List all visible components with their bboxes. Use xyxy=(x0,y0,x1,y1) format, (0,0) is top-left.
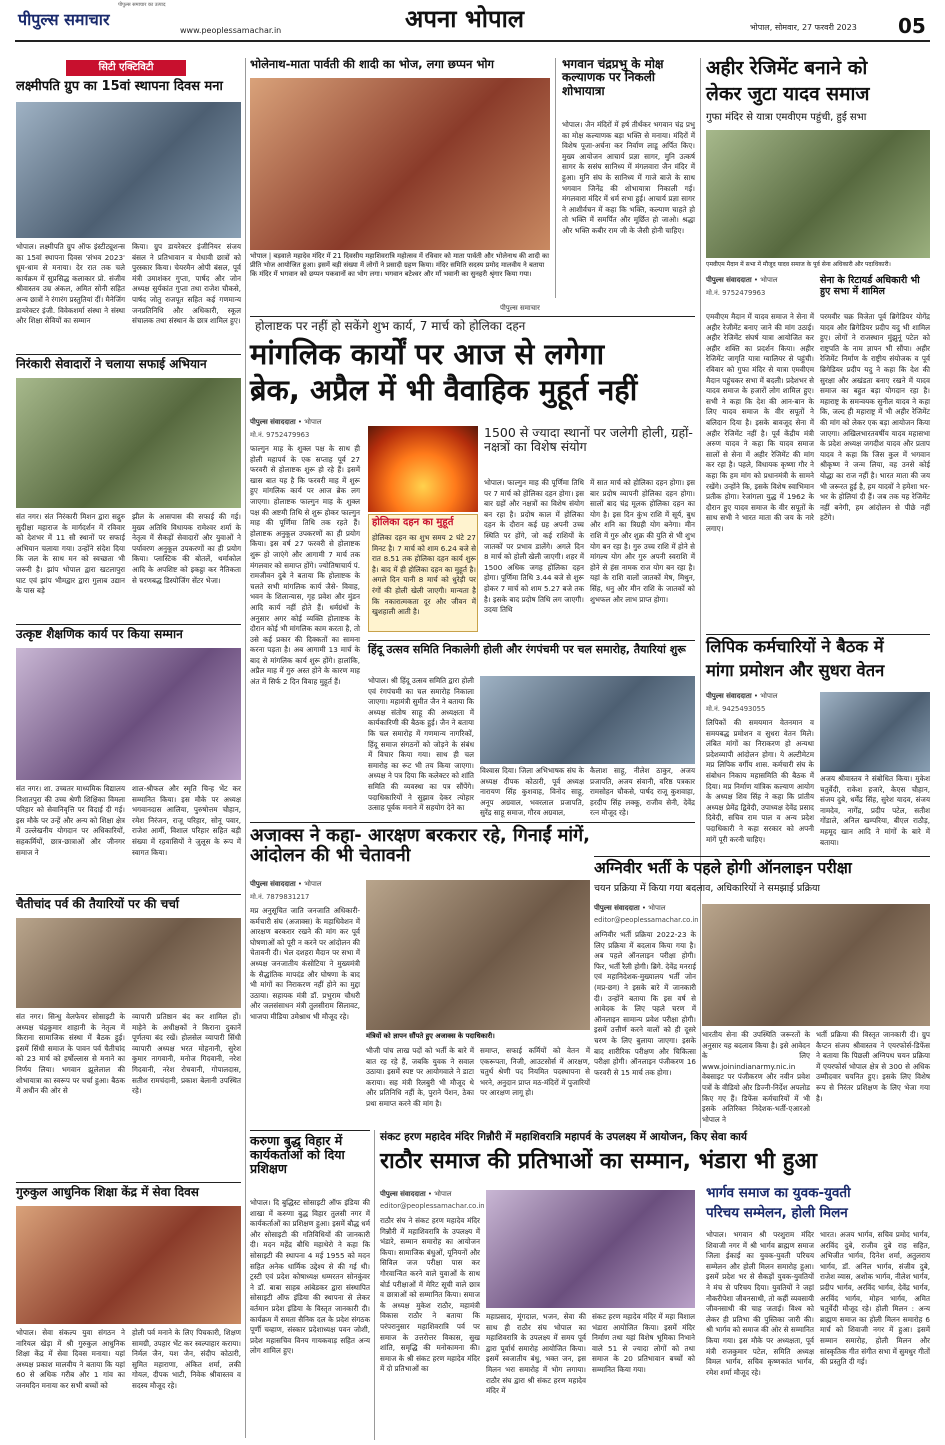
lipik-top-rule xyxy=(706,634,930,635)
hindu-col3: कैलाश साहू, नीलेश ठाकुर, अजय प्रजापति, अजय संवानी, वरिष्ठ पत्रकार रामसोहन चौकसे, पार्षद राजू कुशवाहा, हरदीप सिंह लक्कू, राजीव सेनी, देवेंद्र रत्न मौजूद रहे। xyxy=(590,766,695,818)
site-url[interactable]: www.peoplessamachar.in xyxy=(180,26,282,35)
section-title-text: अपना भोपाल xyxy=(405,5,525,33)
main-col1: फाल्गुन माह के शुक्ल पक्ष के साथ ही होली महापर्व के एक सप्ताह पूर्व 27 फरवरी से होलाष्टक शुरू हो रहे हैं। इसमें खास बात यह है कि फरवरी माह में शुरू हुए मांगलिक कार्य पर आज ब्रेक लग जाएगा। होलाष्टक फाल्गुन माह के शुक्ल पक्ष की अष्टमी तिथि से शुरू होकर फाल्गुन माह की पूर्णिमा तिथि तक रहते हैं। होलाष्टक अनुकूल उपकरणों का ही प्रयोग किया। इस वर्ष 27 फरवरी से होलाष्टक शुरू हो जाएंगे और आगामी 7 मार्च तक मंगलवार को समाप्त होंगे। ज्योतिषाचार्य पं. रामजीवन दुबे ने बताया कि होलाष्टक के चलते सभी मांगलिक कार्य जैसे- विवाह, भवन के शिलान्यास, गृह प्रवेश और मुंडन आदि कार्य नहीं होते हैं। धर्मग्रंथों के अनुसार अगर कोई व्यक्ति होलाष्टक के दौरान कोई भी मांगलिक काम करता है, तो उसे कई प्रकार की दिक्कतों का सामना करना पड़ता है। अब आगामी 13 मार्च के बाद से मांगलिक कार्य शुरू होंगे। हालांकि, अप्रैल माह में गुरु अस्त होने के कारण माह अंत में सिर्फ 2 दिन विवाह मुहूर्त हैं। xyxy=(250,444,360,687)
holika-illustration xyxy=(368,426,478,512)
karuna-text: भोपाल। दि बुद्धिस्ट सोसाइटी ऑफ इंडिया की शाखा में करुणा बुद्ध विहार तुलसी नगर में कार्यकर्ताओं का प्रशिक्षण हुआ। इसमें बौद्ध धर्म और सोसाइटी की गतिविधियों की जानकारी दी। मदन महेंद्र बौधि महाथेरो ने कहा कि सोसाइटी की स्थापना 4 मई 1955 को मदन सहित अनेक धार्मिक उद्देश्य से की गई थी। ट्रस्टी एवं प्रदेश कोषाध्यक्ष धम्मरतन सोनकुंवर ने डॉ. बाबा साहब आंबेडकर द्वारा संस्थापित सोसाइटी ऑफ इंडिया की स्थापना से लेकर वर्तमान प्रदेश इंडिया के विस्तृत जानकारी दी। कार्यक्रम में समता सैनिक दल के प्रदेश संगठक पूर्णी चव्हाण, संस्कार प्रदेशाध्यक्ष पवन जोशी, प्रदेश महासचिव विनय गायकवाड़ सहित अन्य लोग शामिल हुए। xyxy=(250,1198,370,1356)
ajax-col2: भीजी पांच लाख पदों को भर्ती के बारे में बात रह रहे हैं, जबकि युवक ने सवाल उठाया। इसमें स्पष्ट पर आयोगवाले ने डाटा कराया। सह मंत्री रिलबुरी भी मौजूद थे और प्रतिनिधि नहीं के, पुराने पेंशन, ठेका प्रथा समाप्त करने की मांग है। xyxy=(366,1046,474,1108)
s3-headline: उत्कृष्ट शैक्षणिक कार्य पर किया सम्मान xyxy=(16,627,183,641)
s1-headline: लक्ष्मीपति ग्रुप का 15वां स्थापना दिवस मना xyxy=(16,79,223,94)
main-byline: पीपुल्स संवाददाता • भोपाल xyxy=(250,418,322,426)
ahir-photo xyxy=(706,130,930,258)
bhargav-col2: भारत। अजय भार्गव, सचिव प्रमोद भार्गव, अरविंद दुबे, राजीव दुबे राह सहित, अभिजीत भार्गव, दिनेश शर्मा, अतुलराय भार्गव, डॉ. अनिल भार्गव, संजीव दुबे, राजेश व्यास, अशोक भार्गव, नीलेश भार्गव, प्रदीप भार्गव, अरविंद भार्गव, देवेंद्र भार्गव, अरविंद भार्गव, मोहन भार्गव, अमित चतुर्वेदी मौजूद रहे। होली मिलन : अन्य ब्राह्मण समाज का होली मिलन समारोह 6 मार्च को शिवाजी नगर में हुआ। इसमें सम्मान समारोह, होली मिलन और सांस्कृतिक गीत संगीत सभा में सुमधुर गीतों की प्रस्तुति दी गई। xyxy=(820,1230,930,1367)
rathore-kicker: संकट हरण महादेव मंदिर गिन्नौरी में महाशिवरात्रि महापर्व के उपलक्ष्य में आयोजन, किए सेवा कार्य xyxy=(380,1131,747,1143)
s4-col1: संत नगर। सिन्धु वेलफेयर सोसाइटी के अध्यक्ष चंद्रकुमार शाहानी के नेतृत्व में किराना सामाजिक संस्था में बैठक हुई। इसमें सिंधी समाज के पावन पर्व चैतीचांद को 23 मार्च को हर्षोल्लास से मनाने का निर्णय लिया। भगवान झूलेलाल की शोभायात्रा का स्वरूप पर चर्चा हुआ। बैठक में अधीन की ओर से xyxy=(16,1012,125,1096)
shiv-parvati-photo xyxy=(250,78,550,250)
karuna-top-rule xyxy=(250,1130,370,1131)
hindu-col1: भोपाल। श्री हिंदू उत्सव समिति द्वारा होली एवं रंगपंचमी का चल समारोह निकाला जाएगा। महामंत्री सुमीत जैन ने बताया कि अध्यक्ष संतोष साहू की अध्यक्षता में कार्यकारिणी की बैठक हुई। जैन ने बताया कि चल समारोह में गणमान्य नागरिकों, हिंदू समाज संगठनों को जोड़ने के संबंध में विचार किया गया। साथ ही चल समारोह का रूट भी तय किया जाएगा। अध्यक्ष ने पत्र दिया कि कलेक्टर को शांति समिति की व्यवस्था का पत्र सौंपेंगे। पदाधिकारियों ने सुझाव देकर त्योहार उत्साह पूर्वक मनाने में सहयोग देने का xyxy=(368,676,474,813)
main-mobile: मो.नं. 9752479963 xyxy=(250,431,310,439)
lipik-mobile: मो.नं. 9425493055 xyxy=(706,705,766,713)
masthead-rule xyxy=(15,40,930,42)
rathore-col3: संकट हरण महादेव मंदिर में महा विशाल भंडारा आयोजित किया। इसमें मंदिर निर्माण तथा यहां विशेष भूमिका निभाने वाले 51 से ज्यादा लोगों को तथा समाज के 20 प्रतिभावान बच्चों को सम्मानित किया गया। xyxy=(592,1312,695,1374)
brand-logo xyxy=(18,8,198,28)
s2-rule xyxy=(16,624,241,625)
rathore-headline: राठौर समाज की प्रतिभाओं का सम्मान, भंडारा भी हुआ xyxy=(380,1149,817,1174)
ahir-col2: परमवीर चक्र विजेता पूर्व ब्रिगेडियर योगेंद्र यादव और ब्रिगेडियर प्रदीप यदु भी शामिल हुए। लोगों ने राजस्थान मुंझुनूं पटेल को राष्ट्रपति के नाम ज्ञापन भी सौंपा। अहीर रेजिमेंट निर्माण के राष्ट्रीय संयोजक व पूर्व ब्रिगेडियर प्रदीप यदु ने कहा कि देश की सुरक्षा और अखंडता बनाए रखने में यादव समाज का बहुत बड़ा योगदान रहा है। महाराष्ट्र के समन्वयक सुनील यादव ने कहा कि, जल्द ही महाराष्ट्र में भी अहीर रेजिमेंट की मांग को लेकर एक बड़ा आयोजन किया जाएगा। अखिलभारतवर्षीय यादव महासभा के प्रदेश अध्यक्ष जगदीश यादव और प्रताप यादव ने कहा कि जिस कुल में भगवान श्रीकृष्ण ने जन्म लिया, वह उनसे कोई योद्धा का राज नहीं है। भारत माता की जय भी जरूरत हुई है, हम यादवों ने हमेशा भर-भर के होलियां दी हैं। जब तक यह रेजिमेंट नहीं बनेगी, हम आंदोलन से पीछे नहीं हटेंगे। xyxy=(820,312,930,523)
shiv-parvati-caption: भोपाल | बड़वाले महादेव मंदिर में 21 दिवसीय महाशिवरात्रि महोत्सव में रविवार को माता पार्वती और भोलेनाथ की शादी का प्रीति भोज आयोजित हुआ। इसमें बड़ी संख्या में लोगों ने प्रसादी ग्रहण किया। मंदिर समिति सदस्य प्रमोद मालवीय ने बताया कि मंदिर में भगवान को छप्पन पकवानों का भोग लगा। भगवान बटेश्वर और माँ भवानी का सुनहरी श्रृंगार किया गया। xyxy=(250,252,550,288)
ahir-headline-line1: अहीर रेजिमेंट बनाने को xyxy=(706,57,868,79)
jain-headline: भगवान चंद्रप्रभु के मोक्ष कल्याणक पर निकली शोभायात्रा xyxy=(562,57,664,98)
rathore-email[interactable]: editor@peoplessamachar.co.in xyxy=(380,1202,485,1210)
s5-headline: गुरुकुल आधुनिक शिक्षा केंद्र में सेवा दिवस xyxy=(16,1185,199,1199)
lipik-headline-line1: लिपिक कर्मचारियों ने बैठक में xyxy=(706,637,884,656)
left-column xyxy=(16,58,241,1440)
rathore-byline-label: पीपुल्स संवाददाता xyxy=(380,1190,426,1198)
main-col3: भोपाल। फाल्गुन माह की पूर्णिमा तिथि पर 7 मार्च को होलिका दहन होगा। इस बार ग्रहों और नक्षत्रों का विशेष संयोग बन रहा है। प्रदोष काल में होलिका दहन के दौरान कई ग्रह अपनी उच्च स्थिति पर होंगे, जो कई राशियों के जातकों पर प्रभाव डालेंगे। अगले दिन 8 मार्च को होली खेली जाएगी। शहर में 1500 अधिक जगह होलिका दहन होगा। पूर्णिमा तिथि 3.44 बजे से शुरू होकर 7 मार्च को शाम 5.27 बजे तक है। इसके बाद प्रदोष तिथि लग जाएगी। उदया तिथि xyxy=(484,478,584,615)
ahir-byline-label: पीपुल्स संवाददाता xyxy=(706,276,752,284)
bhargav-story xyxy=(706,1186,930,1440)
ajax-top-rule xyxy=(250,822,695,823)
ahir-byline: पीपुल्स संवाददाता • भोपाल xyxy=(706,276,778,284)
ajax-photo xyxy=(366,880,590,1030)
agniveer-photo xyxy=(702,904,930,1026)
s3-rule xyxy=(16,894,241,895)
lipik-byline-label: पीपुल्स संवाददाता xyxy=(706,692,752,700)
ajax-byline-label: पीपुल्स संवाददाता xyxy=(250,880,296,888)
s2-col2: झील के आसपास की सफाई की गई। मुख्य अतिथि विधायक रामेश्वर शर्मा के नेतृत्व में सैकड़ों सेवादारों और युवाओं ने पर्यावरण अनुकूल उपकरणों का ही प्रयोग किया। प्लास्टिक की बोतलें, थर्माकोल आदि के अपशिष्ट को इकट्ठा कर नैतिकता से चरणबद्ध डिस्पोजिंग सेंटर भेजा। xyxy=(132,512,241,585)
rathore-byline: पीपुल्स संवाददाता • भोपाल xyxy=(380,1190,452,1198)
main-headline-line1: मांगलिक कार्यों पर आज से लगेगा xyxy=(250,337,605,371)
agniveer-sub: चयन प्रक्रिया में किया गया बदलाव, अधिकारियों ने समझाई प्रक्रिया xyxy=(594,883,820,894)
lipik-byline: पीपुल्स संवाददाता • भोपाल xyxy=(706,692,778,700)
jain-text: भोपाल। जैन मंदिरों में हर्ष तीर्थंकर भगवान चंद्र प्रभु का मोक्ष कल्याणक बड़ा भक्ति से मनाया। मंदिरों में विशेष पूजा-अर्चना कर निर्वाण लाडू अर्पित किए। मुख्य आयोजन आचार्य प्रज्ञा सागर, मुनि उत्कर्ष सागर के ससंघ सानिध्य में मंगलवारा जैन मंदिर में हुआ। मुनि संघ के सानिध्य में गाजे बाजे के साथ भगवान जिनेंद्र की शोभायात्रा निकाली गई। मंगलवारा मंदिर में धर्म सभा हुई। आचार्य प्रज्ञा सागर ने आशीर्वचन में कहा कि भक्ति, कल्याण चाहते हो तो भक्ति में समर्पित और मूर्छित हो जाओ। श्रद्धा और भक्ति कबीर राम जी के जैसी होनी चाहिए। xyxy=(562,120,695,235)
lipik-photo xyxy=(820,692,930,772)
s1-col2: किया। ग्रुप डायरेक्टर इंजीनियर संजय बंसल ने प्रतिभावान व मेधावी छात्रों को पुरस्कार किया। चेयरमैन ओपी बंसल, पूर्व मंत्री उमाशंकर गुप्ता, पार्षद और जोन अध्यक्ष सुर्यकांत गुप्ता तथा राजेश चौकसे, पार्षद जोतु राजपूत सहित कई गणमान्य जनप्रतिनिधि और अधिकारी, स्कूल संचालक तथा संस्थान के छात्र शामिल हुए। xyxy=(132,242,241,326)
s4-rule xyxy=(16,1182,241,1183)
s2-headline: निरंकारी सेवादारों ने चलाया सफाई अभियान xyxy=(16,357,207,371)
main-byline-city: भोपाल xyxy=(304,418,322,426)
s3-photo xyxy=(16,648,241,780)
ajax-col1: मप्र अनुसूचित जाति जनजाति अधिकारी-कर्मचारी संघ (अजाक्स) के महाधिवेशन में आरक्षण बरकरार रखने की मांग कर पूर्व घोषणाओं को पूरी न करने पर आंदोलन की चेतावनी दी। भेल दशहरा मैदान पर सभा में अध्यक्ष जनजातीय कंसोटिया ने मुख्यमंत्री के सैद्धांतिक मापदंड और घोषणा के बाद भी मांगों का निराकरण नहीं होने का मुद्दा उठाया। सहायक मंत्री डॉ. प्रभुराम चौधरी और जलसंसाधन मंत्री तुलसीराम सिलावट, भाजपा मीडिया उमेश्नाथ भी मौजूद रहे। xyxy=(250,906,360,1021)
masthead xyxy=(0,0,945,46)
bhargav-col1: भोपाल। भगवान श्री परशुराम मंदिर शिवाजी नगर में श्री भार्गव ब्राह्मण समाज जिला ईकाई का युवक-युवती परिचय सम्मेलन और होली मिलन समारोह हुआ। इसमें प्रदेश भर से सैकड़ों युवक-युवतियों ने मंच से परिचय दिया। युवतियों ने जहां नौकरीपेशा जीवनसाथी, तो कहीं व्यवसायी जीवनसाथी की चाह जताई। विश्व को लेकर ही प्रतिभा की पुस्तिका जारी की। श्री भार्गव को समाज की ओर से सम्मानित किया गया। इस मौके पर अध्यक्षता, पूर्व मंत्री राजकुमार पटेल, समिति अध्यक्ष विमल भार्गव, सचिव कृष्णकांत भार्गव, रमेश शर्मा मौजूद रहे। xyxy=(706,1230,814,1377)
hindu-headline: हिंदू उत्सव समिति निकालेगी होली और रंगपंचमी पर चल समारोह, तैयारियां शुरू xyxy=(368,643,686,656)
agniveer-email[interactable]: editor@peoplessamachar.co.in xyxy=(594,916,699,924)
s5-col2: होली पर्व मनाने के लिए पिचकारी, शिक्षण सामग्री, उपहार भेंट कर स्वल्पाहार कराया। निर्मल जैन, यश जैन, संदीप कोठारी, सुमित महाराणा, अंकित शर्मा, लकी गोयल, दीपक भाटी, निवेक श्रीवास्तव व सदस्य मौजूद रहे। xyxy=(132,1328,241,1390)
lipik-col2: अजय श्रीवास्तव ने संबोधित किया। मुकेश चतुर्वेदी, राकेश हजारे, केएस चौहान, संजय दुबे, धर्मेंद्र सिंह, सुरेश यादव, संजय नामदेव, नागेंद्र, प्रदीप पटेल, सतीश गोंडाले, अनिल खम्परिया, बीएल राठौड़, महमूद खान आदि ने मांगों के बारे में बताया। xyxy=(820,774,930,847)
ahir-headline-line2: लेकर जुटा यादव समाज xyxy=(706,83,870,105)
agniveer-headline: अग्निवीर भर्ती के पहले होगी ऑनलाइन परीक्षा xyxy=(594,859,852,877)
col-divider-left xyxy=(245,58,246,1438)
ajax-caption: मंत्रियों को ज्ञापन सौंपते हुए अजाक्स के पदाधिकारी। xyxy=(366,1032,590,1042)
rathore-col2: महाप्रसाद, मूंगदाल, भजन, सेवा की साथ ही राठौर संघ भोपाल का महाशिवरात्रि के उपलक्ष्य में समय पूर्व द्वारा पूर्वार्ध समारोह आयोजित किया। इसमें स्वजातीय बंधु, भक्त जन, इस मिलन भरा समारोह में भोग लगाया। राठौर संघ द्वारा श्री संकट हरण महादेव मंदिर में xyxy=(486,1312,586,1396)
s1-photo xyxy=(16,102,241,238)
s4-photo xyxy=(16,918,241,1008)
hindu-col2: विश्वास दिया। जिला अभिभाषक संघ के अध्यक्ष दीपक कोठारी, पूर्व अध्यक्ष नारायण सिंह कुशवाह, विनोद साहू, अनूप अग्रवाल, भवरलाल प्रजापति, सुरेंद्र साहू समाज, गौरव अग्रवाल, xyxy=(480,766,584,818)
main-top-rule xyxy=(250,316,695,317)
hindu-photo xyxy=(480,676,695,764)
ajax-byline: पीपुल्स संवाददाता • भोपाल xyxy=(250,880,322,888)
ahir-byline-city: भोपाल xyxy=(760,276,778,284)
brand-tagline: पीपुल्स समाचार का उत्पाद xyxy=(118,2,166,8)
s4-headline: चैतीचांद पर्व की तैयारियों पर की चर्चा xyxy=(16,897,179,911)
ajax-col3: समाप्त, सफाई कर्मियों को वेतन में एकरूपता, निजी, आउटसोर्स में आरक्षण, चतुर्थ श्रेणी पद नियमित पदस्थापना से भरने, अनुदान प्राप्त मठ-मंदिरों में पुजारियों पर आरक्षण लागू हो। xyxy=(480,1046,590,1098)
dateline: भोपाल, सोमवार, 27 फरवरी 2023 xyxy=(750,23,857,32)
lipik-headline-line2: मांगा प्रमोशन और सुधरा वेतन xyxy=(706,661,885,680)
s5-photo xyxy=(16,1206,241,1324)
main-sub-headline: 1500 से ज्यादा स्थानों पर जलेगी होली, ग्रहों-नक्षत्रों का विशेष संयोग xyxy=(484,425,693,454)
shiv-parvati-headline: भोलेनाथ-माता पार्वती की शादी का भोज, लगा छप्पन भोग xyxy=(250,57,494,71)
agniveer-top-rule xyxy=(594,856,930,857)
rathore-col1: राठौर संघ ने संकट हरण महादेव मंदिर गिन्नौरी में महाशिवरात्रि के उपलक्ष्य में भंडारे, सम्मान समारोह का आयोजन किया। सामाजिक बंधुओं, यूनियनों और सिविल जज परीक्षा पास कर गौरवान्वित करने वाले युवाओं के साथ बोर्ड परीक्षाओं में मेरिट सूची वाले छात्र व छात्राओं को सम्मानित किया। समाज के अध्यक्ष मुकेश राठौर, महामंत्री विकास राठौर ने बताया कि परंपरानुसार महाशिवरात्रि पर्व पर समाज के उत्तरोत्तर विकास, सुख शांति, समृद्धि की मनोकामना की। समाज के श्री संकट हरण महादेव मंदिर में दो प्रतिभाओं का xyxy=(380,1216,480,1374)
rathore-byline-city: भोपाल xyxy=(434,1190,452,1198)
brand-name: पीपुल्स समाचार xyxy=(18,10,110,29)
lipik-col1: लिपिकों की समयमान वेतनमान व समयबद्ध प्रमोशन व सुधरा वेतन मिले। लंबित मांगों का निराकरण हो अन्यथा प्रदेशव्यापी आंदोलन होगा। ये अल्टीमेटम मप्र लिपिक वर्गीय शास. कर्मचारी संघ के संबोधन निकाय महासमिति की बैठक में दिया। मप्र निर्माण यांत्रिक कल्याण आयोग के अध्यक्ष शिव सिंह ने कहा कि प्रांतीय अध्यक्ष प्रेमेंद्र द्विवेदी, उपाध्यक्ष देवेंद्र प्रसाद दिवेदी, सचिव राम पाल व अन्य प्रदेश पदाधिकारी ने कहा सरकार को अपनी मांगें पूरी करनी चाहिए। xyxy=(706,718,814,844)
ahir-caption: एमवीएम मैदान में सभा में मौजूद यादव समाज के पूर्व सेना अधिकारी और पदाधिकारी। xyxy=(706,260,930,270)
holika-box xyxy=(368,514,478,632)
page-number: 05 xyxy=(898,14,926,38)
ahir-col2-title: सेना के रिटायर्ड अधिकारी भी हुए सभा में शामिल xyxy=(820,275,920,297)
holika-box-title: होलिका दहन का मुहूर्त xyxy=(372,517,454,528)
agniveer-col1: अग्निवीर भर्ती प्रक्रिया 2022-23 के लिए प्रक्रिया में बदलाव किया गया है। अब पहले ऑनलाइन परीक्षा होगी। फिर, भर्ती रैली होगी। ब्रिगे. देवेंद्र मनराई एवं महानिदेशक-मुख्यालय भर्ती जोन (मप्र-छग) ने इसके बारे में जानकारी दी। उन्होंने बताया कि इस वर्ष से आवेदक के लिए पहले चरण में ऑनलाइन सामान्य प्रवेश परीक्षा होगी। इसमें उत्तीर्ण करने वालों को ही दूसरे चरण के लिए बुलाया जाएगा। इसके बाद शारीरिक परीक्षण और चिकित्सा परीक्षा होगी। ऑनलाइन पंजीकरण 16 फरवरी से 15 मार्च तक होगा। xyxy=(594,930,696,1077)
main-byline-label: पीपुल्स संवाददाता xyxy=(250,418,296,426)
ajax-mobile: मो.नं. 7879831217 xyxy=(250,893,310,901)
agniveer-col3: भर्ती प्रक्रिया की विस्तृत जानकारी दी। ग्रुप कैप्टन संजय श्रीवास्तव ने एयरफोर्स-डिफेंस ने बताया कि पिछली अग्निपथ चयन प्रक्रिया में एयरफोर्स भोपाल क्षेत्र से 300 से अधिक उम्मीदवार चयनित हुए। इसके लिए विशेष रूप से निरंतर प्रशिक्षण के लिए भेजा गया है। xyxy=(816,1030,930,1103)
city-activity-tag: सिटी एक्टिविटी xyxy=(66,60,186,76)
main-headline-line2: ब्रेक, अप्रैल में भी वैवाहिक मुहूर्त नहीं xyxy=(250,373,638,407)
agniveer-story xyxy=(594,856,930,1126)
s3-col1: संत नगर। शा. उच्चतर माध्यमिक विद्यालय निशातपुरा की उच्च श्रेणी शिक्षिका विमला परिहार को सेवानिवृत्ति पर विदाई दी गई। इस मौके पर उन्हें और अन्य को शिक्षा क्षेत्र में उल्लेखनीय योगदान पर अधिकारियों, सहकर्मियों, छात्र-छात्राओं और जीनगर समाज ने xyxy=(16,784,125,857)
bhargav-headline-line2: परिचय सम्मेलन, होली मिलन xyxy=(706,1205,848,1221)
bhargav-headline-line1: भार्गव समाज का युवक-युवती xyxy=(706,1185,851,1201)
s5-col1: भोपाल। सेवा संकल्प युवा संगठन ने नारियल खेड़ा में श्री गुरुकुल आधुनिक शिक्षा केंद्र में सेवा दिवस मनाया। यहां अध्यक्ष प्रकाश मालवीय ने बताया कि यहां 60 से अधिक गरीब और 1 गांव का जनमदिन मनाया कर सभी बच्चों को xyxy=(16,1328,125,1390)
agniveer-byline: पीपुल्स संवाददाता • भोपाल xyxy=(594,904,666,912)
karuna-headline: करुणा बुद्ध विहार में कार्यकर्ताओं को दिया प्रशिक्षण xyxy=(250,1133,345,1176)
hindu-top-rule xyxy=(368,640,695,641)
main-col4: में सात मार्च को होलिका दहन होगा। इस बार प्रदोष व्यापनी होलिका दहन होगा। सालों बाद चंद्र मूलक होलिका दहन का योग है। इस दिन कुंभ राशि में सूर्य, बुध और शनि का त्रिग्रही योग बनेगा। मीन राशि में गुरु और शुक्र की युति से भी शुभ योग बन रहा है। गुरु उच्च राशि में होने से मांगल्य योग और गुरु अपनी स्वराशि में होने से हंस नामक राज योग बन रहा है। यहां के राशि वालों जातकों मेष, मिथुन, सिंह, धनु और मीन राशि के जातकों को शुभफल और लाभ प्राप्त होगा। xyxy=(590,478,695,604)
rathore-photo xyxy=(486,1190,695,1308)
agniveer-col2: भारतीय सेना की उपस्थिति जरूरतों के अनुसार यह बदलाव किया है। इसे आवेदन के लिए www.joinindianarmy.nic.in वेबसाइट पर पंजीकरण और नवीन प्रवेश पत्रों के वीडियो और डिज्नी-निर्देश अपलोड किए गए हैं। डिफेंस कर्मचारियों में भी इसके अतिरिक्त निदेशक-भर्ती-एआरओ भोपाल ने xyxy=(702,1030,810,1124)
s1-col1: भोपाल। लक्ष्मीपति ग्रुप ऑफ इंस्टीट्यूशन्स का 15वां स्थापना दिवस 'संभव 2023' धूम-धाम से मनाया। देर रात तक चले कार्यक्रम में सुप्रसिद्ध कलाकार प्रो. संजीव श्रीवास्तव उम्र अंकल, अमित सोनी सहित अन्य छात्रों ने रंगारंग प्रस्तुतियां दीं। मैनेजिंग डायरेक्टर इंजी. विवेकशर्मा संस्था ने संस्था और शिक्षा सेवियों का सम्मान xyxy=(16,242,125,326)
ajax-byline-city: भोपाल xyxy=(304,880,322,888)
agniveer-byline-label: पीपुल्स संवाददाता xyxy=(594,904,640,912)
s4-col2: व्यापारी प्रतिष्ठान बंद कर शामिल हों। माहेने के अधीक्षकों ने किराना दुकानें पूर्णतया बंद रखें। होलसेल व्यापारी सिंधी व्यापारी अध्यक्ष भरत मोहनानी, सुरेश कुमार नागवानी, मनोज गिदवानी, नरेश गिदवानी, नरेश रोचवानी, गोपालदास, सतीश रामचंदानी, प्रकाश बेलानी उपस्थित रहे। xyxy=(132,1012,241,1096)
lipik-byline-city: भोपाल xyxy=(760,692,778,700)
agniveer-byline-city: भोपाल xyxy=(648,904,666,912)
jain-divider xyxy=(555,58,556,298)
rathore-divider xyxy=(374,1130,375,1440)
ahir-col1: एमवीएम मैदान में यादव समाज ने सेना में अहीर रेजीमेंट बनाए जाने की मांग उठाई। अहीर रेजिमेंट संघर्ष यात्रा आयोजित कर अहीर शक्ति का प्रदर्शन किया। अहीर रेजिमेंट जागृति यात्रा ग्वालियर से पहुंची। रविवार को गुफा मंदिर से यात्रा एमवीएम मैदान पहुंचकर सभा में बदली। प्रदेशभर से यादव समाज के हजारों लोग शामिल हुए। सभी ने कहा कि देश की आन-बान के लिए यादव समाज के वीर सपूतों ने बलिदान दिया है। इसके बावजूद सेना में अहीर रेजिमेंट नहीं है। पूर्व केंद्रीय मंत्री अरुण यादव ने कहा कि यादव समाज सालों से सेना में अहीर रेजिमेंट की मांग कर रहा है। पहले, विधायक कृष्णा गौर ने कहा कि हम मांग को प्रधानमंत्री के सामने रखेंगे। उन्होंने कि, इसके विशेष स्वाभिमान प्रतीक होगा। रेजांगला युद्ध में 1962 के दौरान हुए यादव समाज के वीर सपूतों के साथ सभी ने भारत माता की जय के नारे लगाए। xyxy=(706,312,814,533)
ajax-headline: अजाक्स ने कहा- आरक्षण बरकरार रहे, गिनाईं मांगें, आंदोलन की भी चेतावनी xyxy=(250,825,590,867)
holika-box-text: होलिका दहन का शुभ समय 2 घंटे 27 मिनट है। 7 मार्च को शाम 6.24 बजे से रात 8.51 तक होलिका दहन कार्य शुरू है। बाद में ही होलिका दहन का मुहूर्त है। अगले दिन यानी 8 मार्च को धुरेड़ी पर रंगों की होली खेली जाएगी। मान्यता है कि नकारात्मकता दूर और जीवन में खुशहाली आती है। xyxy=(372,533,476,617)
s2-col1: संत नगर। संत निरंकारी मिशन द्वारा सद्गुरु सुदीक्षा महाराज के मार्गदर्शन में रविवार को देशभर में 11 सौ स्थानों पर सफाई अभियान चलाया गया। उन्होंने संदेश दिया कि जल के साथ मन को स्वच्छता भी जरूरी है। झांप भोपाल द्वारा खटलापुरा घाट एवं झांप भीमद्वार द्वारा गुलाब उद्यान के पास बड़े xyxy=(16,512,125,596)
ahir-mobile: मो.नं. 9752479963 xyxy=(706,289,766,297)
ahir-sub: गुफा मंदिर से यात्रा एमवीएम पहुंची, हुई सभा xyxy=(706,112,867,123)
s1-rule xyxy=(16,354,241,355)
s3-col2: शाल-श्रीफल और स्मृति चिन्ह भेंट कर सम्मानित किया। इस मौके पर अध्यक्ष भगवानदास आलिया, पुरुषोत्तम चौहान, रमेश निरंजन, राजू परिहार, सोनू पवार, राजेश आर्मी, विशाल परिहार सहित बड़ी संख्या में रहवासियों ने जुलूस के रूप में स्वागत किया। xyxy=(132,784,241,857)
s2-photo xyxy=(16,378,241,508)
section-title xyxy=(405,2,555,38)
shiv-parvati-credit: पीपुल्स समाचार xyxy=(500,304,540,312)
main-kicker: होलाष्टक पर नहीं हो सकेंगे शुभ कार्य, 7 मार्च को होलिका दहन xyxy=(255,319,526,333)
